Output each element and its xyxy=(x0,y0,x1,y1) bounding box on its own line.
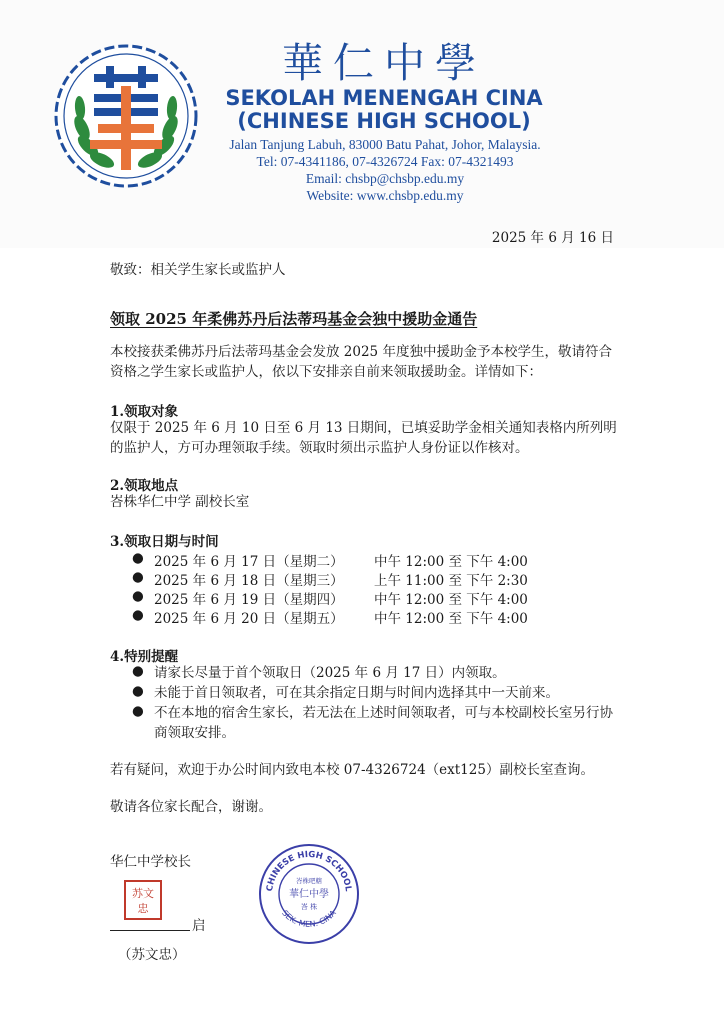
svg-text:CHINESE HIGH SCHOOL: CHINESE HIGH SCHOOL xyxy=(265,849,353,893)
section-1-heading: 1.领取对象 xyxy=(110,404,179,420)
bullet: ● xyxy=(132,683,144,699)
bullet: ● xyxy=(132,569,144,585)
school-website: Website: www.chsbp.edu.my xyxy=(306,188,464,203)
schedule-date: 2025 年 6 月 20 日（星期五） xyxy=(154,611,344,627)
svg-text:SEK. MEN. CINA: SEK. MEN. CINA xyxy=(280,908,338,929)
enquiry-text: 若有疑问，欢迎于办公时间内致电本校 07-4326724（ext125）副校长室查询。 xyxy=(110,762,594,778)
school-stamp xyxy=(258,843,360,945)
bullet: ● xyxy=(132,663,144,679)
letter-date: 2025 年 6 月 16 日 xyxy=(491,230,614,246)
school-email: Email: chsbp@chsbp.edu.my xyxy=(305,171,465,186)
school-address: Jalan Tanjung Labuh, 83000 Batu Pahat, Johor, Malaysia. xyxy=(229,137,541,152)
principal-name: （苏文忠） xyxy=(118,947,186,963)
closing-text: 敬请各位家长配合，谢谢。 xyxy=(110,799,272,815)
principal-seal xyxy=(124,880,162,920)
schedule-time: 中午 12:00 至 下午 4:00 xyxy=(374,592,528,608)
notice-title: 领取 2025 年柔佛苏丹后法蒂玛基金会独中援助金通告 xyxy=(110,310,478,328)
reminder-item: 请家长尽量于首个领取日（2025 年 6 月 17 日）内领取。 xyxy=(154,665,506,681)
signature-line xyxy=(110,930,190,931)
section-1-body: 仅限于 2025 年 6 月 10 日至 6 月 13 日期间，已填妥助学金相关通知表格内所列明的监护人，方可办理领取手续。领取时须出示监护人身份证以作核对。 xyxy=(110,420,617,456)
schedule-date: 2025 年 6 月 18 日（星期三） xyxy=(154,573,344,589)
schedule-date: 2025 年 6 月 17 日（星期二） xyxy=(154,554,344,570)
school-name-chinese: 華仁中學 xyxy=(282,39,486,87)
schedule-time: 中午 12:00 至 下午 4:00 xyxy=(374,611,528,627)
svg-text:華仁中學: 華仁中學 xyxy=(289,889,329,900)
intro-paragraph: 本校接获柔佛苏丹后法蒂玛基金会发放 2025 年度独中援助金予本校学生，敬请符合资格之学生家长或监护人，依以下安排亲自前来领取援助金。详情如下： xyxy=(110,344,612,380)
salutation: 敬致：相关学生家长或监护人 xyxy=(110,262,286,278)
bullet: ● xyxy=(132,588,144,604)
school-name-malay: SEKOLAH MENENGAH CINA xyxy=(225,86,543,110)
svg-text:忠: 忠 xyxy=(137,902,149,915)
reminder-item: 未能于首日领取者，可在其余指定日期与时间内选择其中一天前来。 xyxy=(154,685,559,701)
section-2-heading: 2.领取地点 xyxy=(110,478,179,494)
section-2-body: 峇株华仁中学 副校长室 xyxy=(110,494,250,510)
schedule-time: 上午 11:00 至 下午 2:30 xyxy=(374,573,528,589)
bullet: ● xyxy=(132,607,144,623)
section-3-heading: 3.领取日期与时间 xyxy=(110,534,219,550)
schedule-date: 2025 年 6 月 19 日（星期四） xyxy=(154,592,344,608)
signature-title: 华仁中学校长 xyxy=(110,854,191,870)
reminder-item: 不在本地的宿舍生家长，若无法在上述时间领取者，可与本校副校长室另行协商领取安排。 xyxy=(154,705,613,741)
bullet: ● xyxy=(132,550,144,566)
svg-text:苏文: 苏文 xyxy=(132,887,154,900)
signature-qi: 启 xyxy=(192,918,206,934)
schedule-time: 中午 12:00 至 下午 4:00 xyxy=(374,554,528,570)
svg-text:峇株吧轄: 峇株吧轄 xyxy=(296,877,322,885)
school-name-english: (CHINESE HIGH SCHOOL) xyxy=(237,109,531,133)
svg-text:峇 株: 峇 株 xyxy=(300,903,318,911)
section-4-heading: 4.特别提醒 xyxy=(110,649,179,665)
school-phone: Tel: 07-4341186, 07-4326724 Fax: 07-4321493 xyxy=(256,154,514,169)
bullet: ● xyxy=(132,703,144,719)
